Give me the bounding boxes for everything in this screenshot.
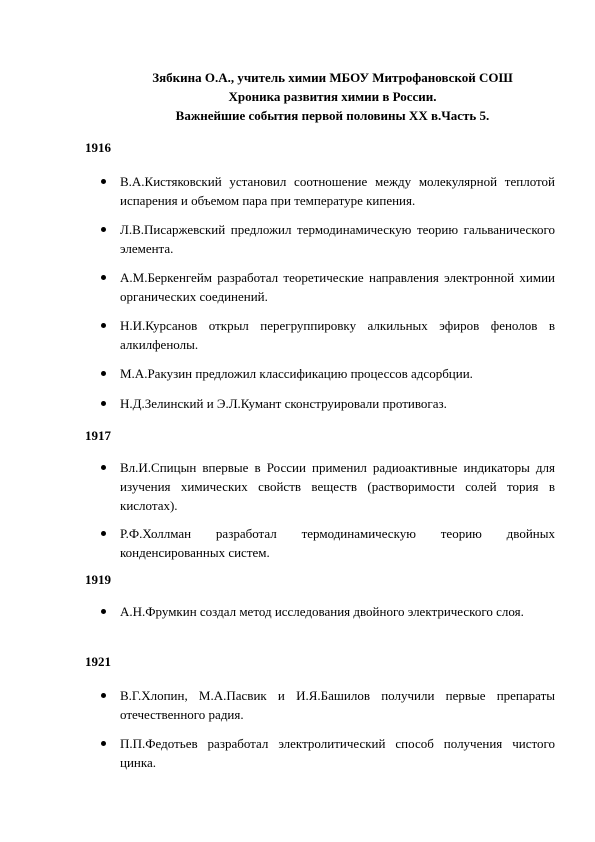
list-item-text: Н.И.Курсанов открыл перегруппировку алкильных эфиров фенолов в алкилфенолы. xyxy=(120,318,555,352)
bullet-icon xyxy=(101,401,106,406)
list-item xyxy=(120,220,555,258)
list-item-text: В.Г.Хлопин, М.А.Пасвик и И.Я.Башилов получили первые препараты отечественного радия. xyxy=(120,688,555,722)
bullet-icon xyxy=(101,609,106,614)
list-item xyxy=(120,524,555,562)
document-title: Хроника развития химии в России. xyxy=(228,89,437,104)
author-line: Зябкина О.А., учитель химии МБОУ Митрофановской СОШ xyxy=(152,70,513,85)
list-item xyxy=(120,602,555,621)
list-item-text: А.Н.Фрумкин создал метод исследования двойного электрического слоя. xyxy=(120,604,524,619)
bullet-icon xyxy=(101,693,106,698)
list-item-text: В.А.Кистяковский установил соотношение между молекулярной теплотой испарения и объемом пара при температуре кипения. xyxy=(120,174,555,208)
list-item xyxy=(120,268,555,306)
list-item xyxy=(120,364,555,383)
list-item-text: М.А.Ракузин предложил классификацию процессов адсорбции. xyxy=(120,366,473,381)
list-item xyxy=(120,394,555,413)
bullet-icon xyxy=(101,323,106,328)
list-item-text: П.П.Федотьев разработал электролитический способ получения чистого цинка. xyxy=(120,736,555,770)
bullet-icon xyxy=(101,179,106,184)
document-subtitle: Важнейшие события первой половины XX в.Часть 5. xyxy=(175,108,490,123)
list-item xyxy=(120,458,555,515)
bullet-icon xyxy=(101,275,106,280)
list-item xyxy=(120,734,555,772)
bullet-icon xyxy=(101,371,106,376)
document-header xyxy=(85,68,580,125)
list-item xyxy=(120,686,555,724)
list-item-text: Р.Ф.Холлман разработал термодинамическую теорию двойных конденсированных систем. xyxy=(120,526,555,560)
year-heading-1916: 1916 xyxy=(85,140,111,155)
bullet-icon xyxy=(101,531,106,536)
list-item xyxy=(120,172,555,210)
bullet-icon xyxy=(101,227,106,232)
year-heading-1917: 1917 xyxy=(85,428,111,443)
list-item-text: Н.Д.Зелинский и Э.Л.Кумант сконструировали противогаз. xyxy=(120,396,447,411)
year-heading-1921: 1921 xyxy=(85,654,111,669)
bullet-icon xyxy=(101,741,106,746)
list-item-text: Л.В.Писаржевский предложил термодинамическую теорию гальванического элемента. xyxy=(120,222,555,256)
bullet-icon xyxy=(101,465,106,470)
list-item xyxy=(120,316,555,354)
list-item-text: Вл.И.Спицын впервые в России применил радиоактивные индикаторы для изучения химических свойств веществ (растворимости солей тория в кислотах). xyxy=(120,460,555,513)
year-heading-1919: 1919 xyxy=(85,572,111,587)
list-item-text: А.М.Беркенгейм разработал теоретические направления электронной химии органических соединений. xyxy=(120,270,555,304)
